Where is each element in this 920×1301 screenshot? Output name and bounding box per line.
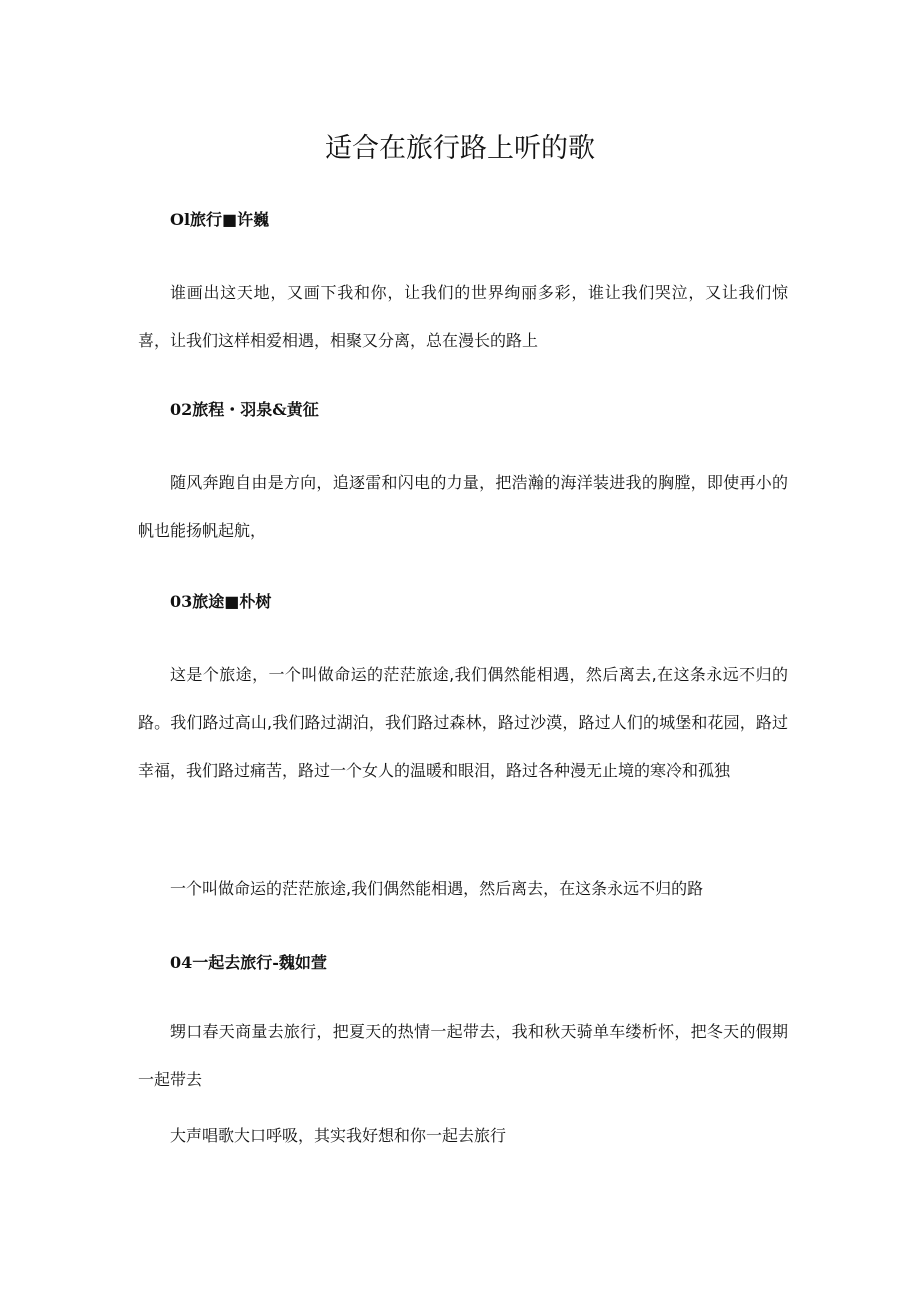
lyrics-paragraph-01: 谁画出这天地，又画下我和你，让我们的世界绚丽多彩，谁让我们哭泣，又让我们惊喜，让我们这样相爱相遇，相聚又分离，总在漫长的路上 [138,283,788,350]
song-heading-03: 03旅途■朴树 [170,592,272,611]
song-heading-01: Ol旅行■许巍 [170,210,270,229]
lyrics-paragraph-05: 甥口春天商量去旅行，把夏天的热情一起带去，我和秋天骑单车缕析怀，把冬天的假期一起带去 [138,1022,788,1089]
lyrics-paragraph-06: 大声唱歌大口呼吸，其实我好想和你一起去旅行 [170,1126,507,1145]
song-heading-02: 02旅程・羽泉&黄征 [170,400,319,419]
song-heading-04: 04一起去旅行-魏如萱 [170,953,327,972]
lyrics-paragraph-03: 这是个旅途，一个叫做命运的茫茫旅途,我们偶然能相遇，然后离去,在这条永远不归的路。我们路过高山,我们路过湖泊，我们路过森林，路过沙漠，路过人们的城堡和花园，路过幸福，我们路过痛苦，路过一个女人的温暖和眼泪，路过各种漫无止境的寒冷和孤独 [138,665,788,780]
lyrics-paragraph-02: 随风奔跑自由是方向，追逐雷和闪电的力量，把浩瀚的海洋装进我的胸膛，即使再小的帆也能扬帆起航， [138,473,788,540]
page-title: 适合在旅行路上听的歌 [325,133,595,164]
lyrics-paragraph-04: 一个叫做命运的茫茫旅途,我们偶然能相遇，然后离去，在这条永远不归的路 [170,879,704,898]
